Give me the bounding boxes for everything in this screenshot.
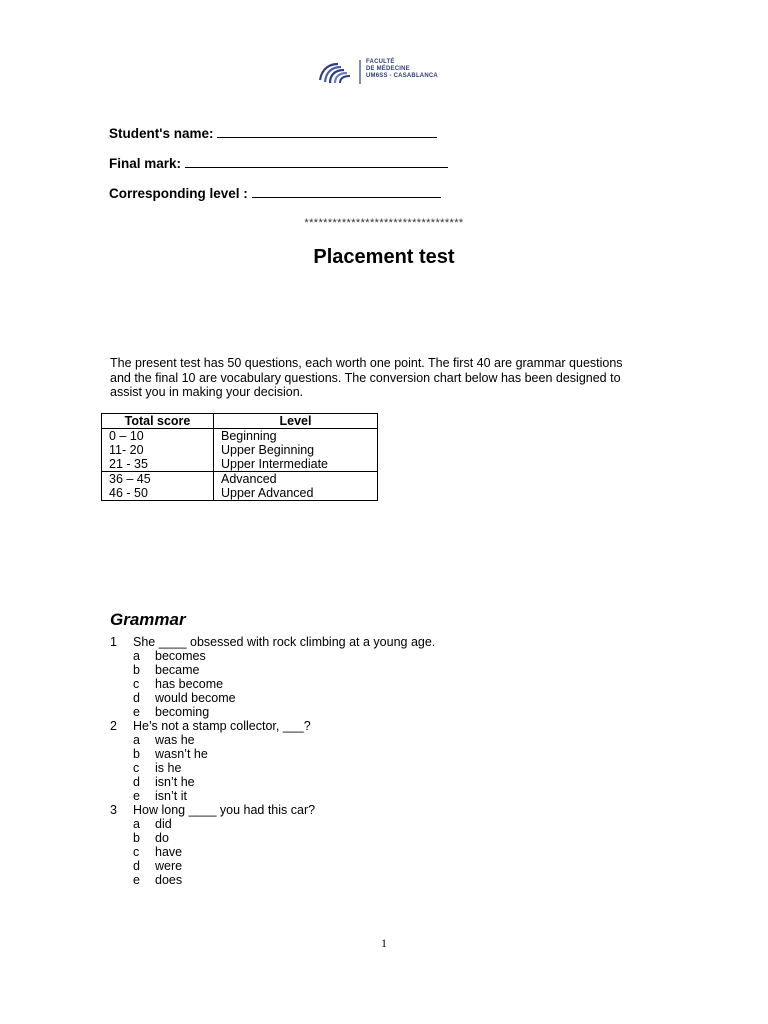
option-text: wasn’t he xyxy=(155,747,208,761)
intro-line-2: and the final 10 are vocabulary questions. The conversion chart below has been designed to xyxy=(110,370,621,385)
table-row xyxy=(102,429,378,472)
score-value: 0 – 10 xyxy=(109,429,144,443)
final-mark-label: Final mark: xyxy=(109,156,182,171)
option-text: would become xyxy=(155,691,236,705)
student-name-field[interactable] xyxy=(109,125,437,141)
level-value: Upper Intermediate xyxy=(221,457,329,471)
level-value: Upper Beginning xyxy=(221,443,315,457)
answer-option[interactable] xyxy=(110,775,670,789)
option-text: has become xyxy=(155,677,224,691)
answer-option[interactable] xyxy=(110,677,670,691)
question-2 xyxy=(110,719,670,733)
score-value: 21 - 35 xyxy=(109,457,148,471)
separator: ********************************** xyxy=(304,217,464,229)
table-row xyxy=(102,472,378,501)
option-letter: c xyxy=(133,761,140,775)
option-letter: b xyxy=(133,747,140,761)
answer-option[interactable] xyxy=(110,733,670,747)
corresponding-level-field[interactable] xyxy=(109,185,441,201)
option-text: is he xyxy=(155,761,182,775)
option-letter: b xyxy=(133,831,140,845)
answer-option[interactable] xyxy=(110,789,670,803)
option-text: have xyxy=(155,845,183,859)
option-letter: c xyxy=(133,677,140,691)
faculty-logo xyxy=(316,58,452,86)
final-mark-line[interactable] xyxy=(185,155,448,168)
answer-option[interactable] xyxy=(110,705,670,719)
option-text: became xyxy=(155,663,200,677)
question-text: She ____ obsessed with rock climbing at a young age. xyxy=(133,635,436,649)
answer-option[interactable] xyxy=(110,859,670,873)
logo-line-3: UM6SS - CASABLANCA xyxy=(366,73,438,79)
final-mark-field[interactable] xyxy=(109,155,448,171)
corresponding-level-label: Corresponding level : xyxy=(109,186,248,201)
score-conversion-table xyxy=(101,413,378,501)
option-text: isn’t he xyxy=(155,775,195,789)
score-cell xyxy=(102,472,214,501)
table-header-row xyxy=(102,414,378,429)
option-text: becomes xyxy=(155,649,206,663)
page-number: 1 xyxy=(381,936,387,950)
option-letter: e xyxy=(133,873,140,887)
score-value: 11- 20 xyxy=(109,443,144,457)
question-list xyxy=(110,635,670,887)
intro-line-3: assist you in making your decision. xyxy=(110,385,304,399)
intro-paragraph xyxy=(110,356,670,400)
answer-option[interactable] xyxy=(110,831,670,845)
score-value: 36 – 45 xyxy=(109,472,151,486)
header-level: Level xyxy=(214,414,378,429)
corresponding-level-line[interactable] xyxy=(252,185,441,198)
logo-emblem-icon xyxy=(316,58,364,86)
answer-option[interactable] xyxy=(110,873,670,887)
level-value: Upper Advanced xyxy=(221,486,314,500)
question-text: How long ____ you had this car? xyxy=(133,803,316,817)
option-letter: b xyxy=(133,663,140,677)
option-letter: e xyxy=(133,705,140,719)
level-value: Advanced xyxy=(221,472,277,486)
level-value: Beginning xyxy=(221,429,277,443)
student-name-label: Student's name: xyxy=(109,126,214,141)
logo-line-2: DE MÉDECINE xyxy=(366,66,410,72)
score-cell xyxy=(102,429,214,472)
header-total-score: Total score xyxy=(102,414,214,429)
option-letter: d xyxy=(133,691,140,705)
option-text: was he xyxy=(155,733,195,747)
option-letter: d xyxy=(133,775,140,789)
option-letter: c xyxy=(133,845,140,859)
page-title: Placement test xyxy=(313,246,455,268)
option-letter: a xyxy=(133,817,140,831)
logo-line-1: FACULTÉ xyxy=(366,59,395,65)
question-3 xyxy=(110,803,670,817)
student-name-line[interactable] xyxy=(217,125,437,138)
question-number: 1 xyxy=(110,635,117,649)
option-letter: a xyxy=(133,649,140,663)
question-number: 3 xyxy=(110,803,117,817)
option-letter: a xyxy=(133,733,140,747)
answer-option[interactable] xyxy=(110,649,670,663)
answer-option[interactable] xyxy=(110,691,670,705)
answer-option[interactable] xyxy=(110,817,670,831)
answer-option[interactable] xyxy=(110,845,670,859)
level-cell xyxy=(214,429,378,472)
level-cell xyxy=(214,472,378,501)
option-text: does xyxy=(155,873,183,887)
option-letter: d xyxy=(133,859,140,873)
grammar-section-title: Grammar xyxy=(110,610,186,629)
answer-option[interactable] xyxy=(110,663,670,677)
option-letter: e xyxy=(133,789,140,803)
score-value: 46 - 50 xyxy=(109,486,148,500)
answer-option[interactable] xyxy=(110,747,670,761)
question-text: He’s not a stamp collector, ___? xyxy=(133,719,311,733)
answer-option[interactable] xyxy=(110,761,670,775)
option-text: isn’t it xyxy=(155,789,187,803)
option-text: do xyxy=(155,831,169,845)
option-text: becoming xyxy=(155,705,210,719)
question-number: 2 xyxy=(110,719,117,733)
option-text: did xyxy=(155,817,172,831)
intro-line-1: The present test has 50 questions, each worth one point. The first 40 are grammar questions xyxy=(110,356,623,370)
logo-text xyxy=(366,59,438,80)
question-1 xyxy=(110,635,670,649)
option-text: were xyxy=(155,859,183,873)
